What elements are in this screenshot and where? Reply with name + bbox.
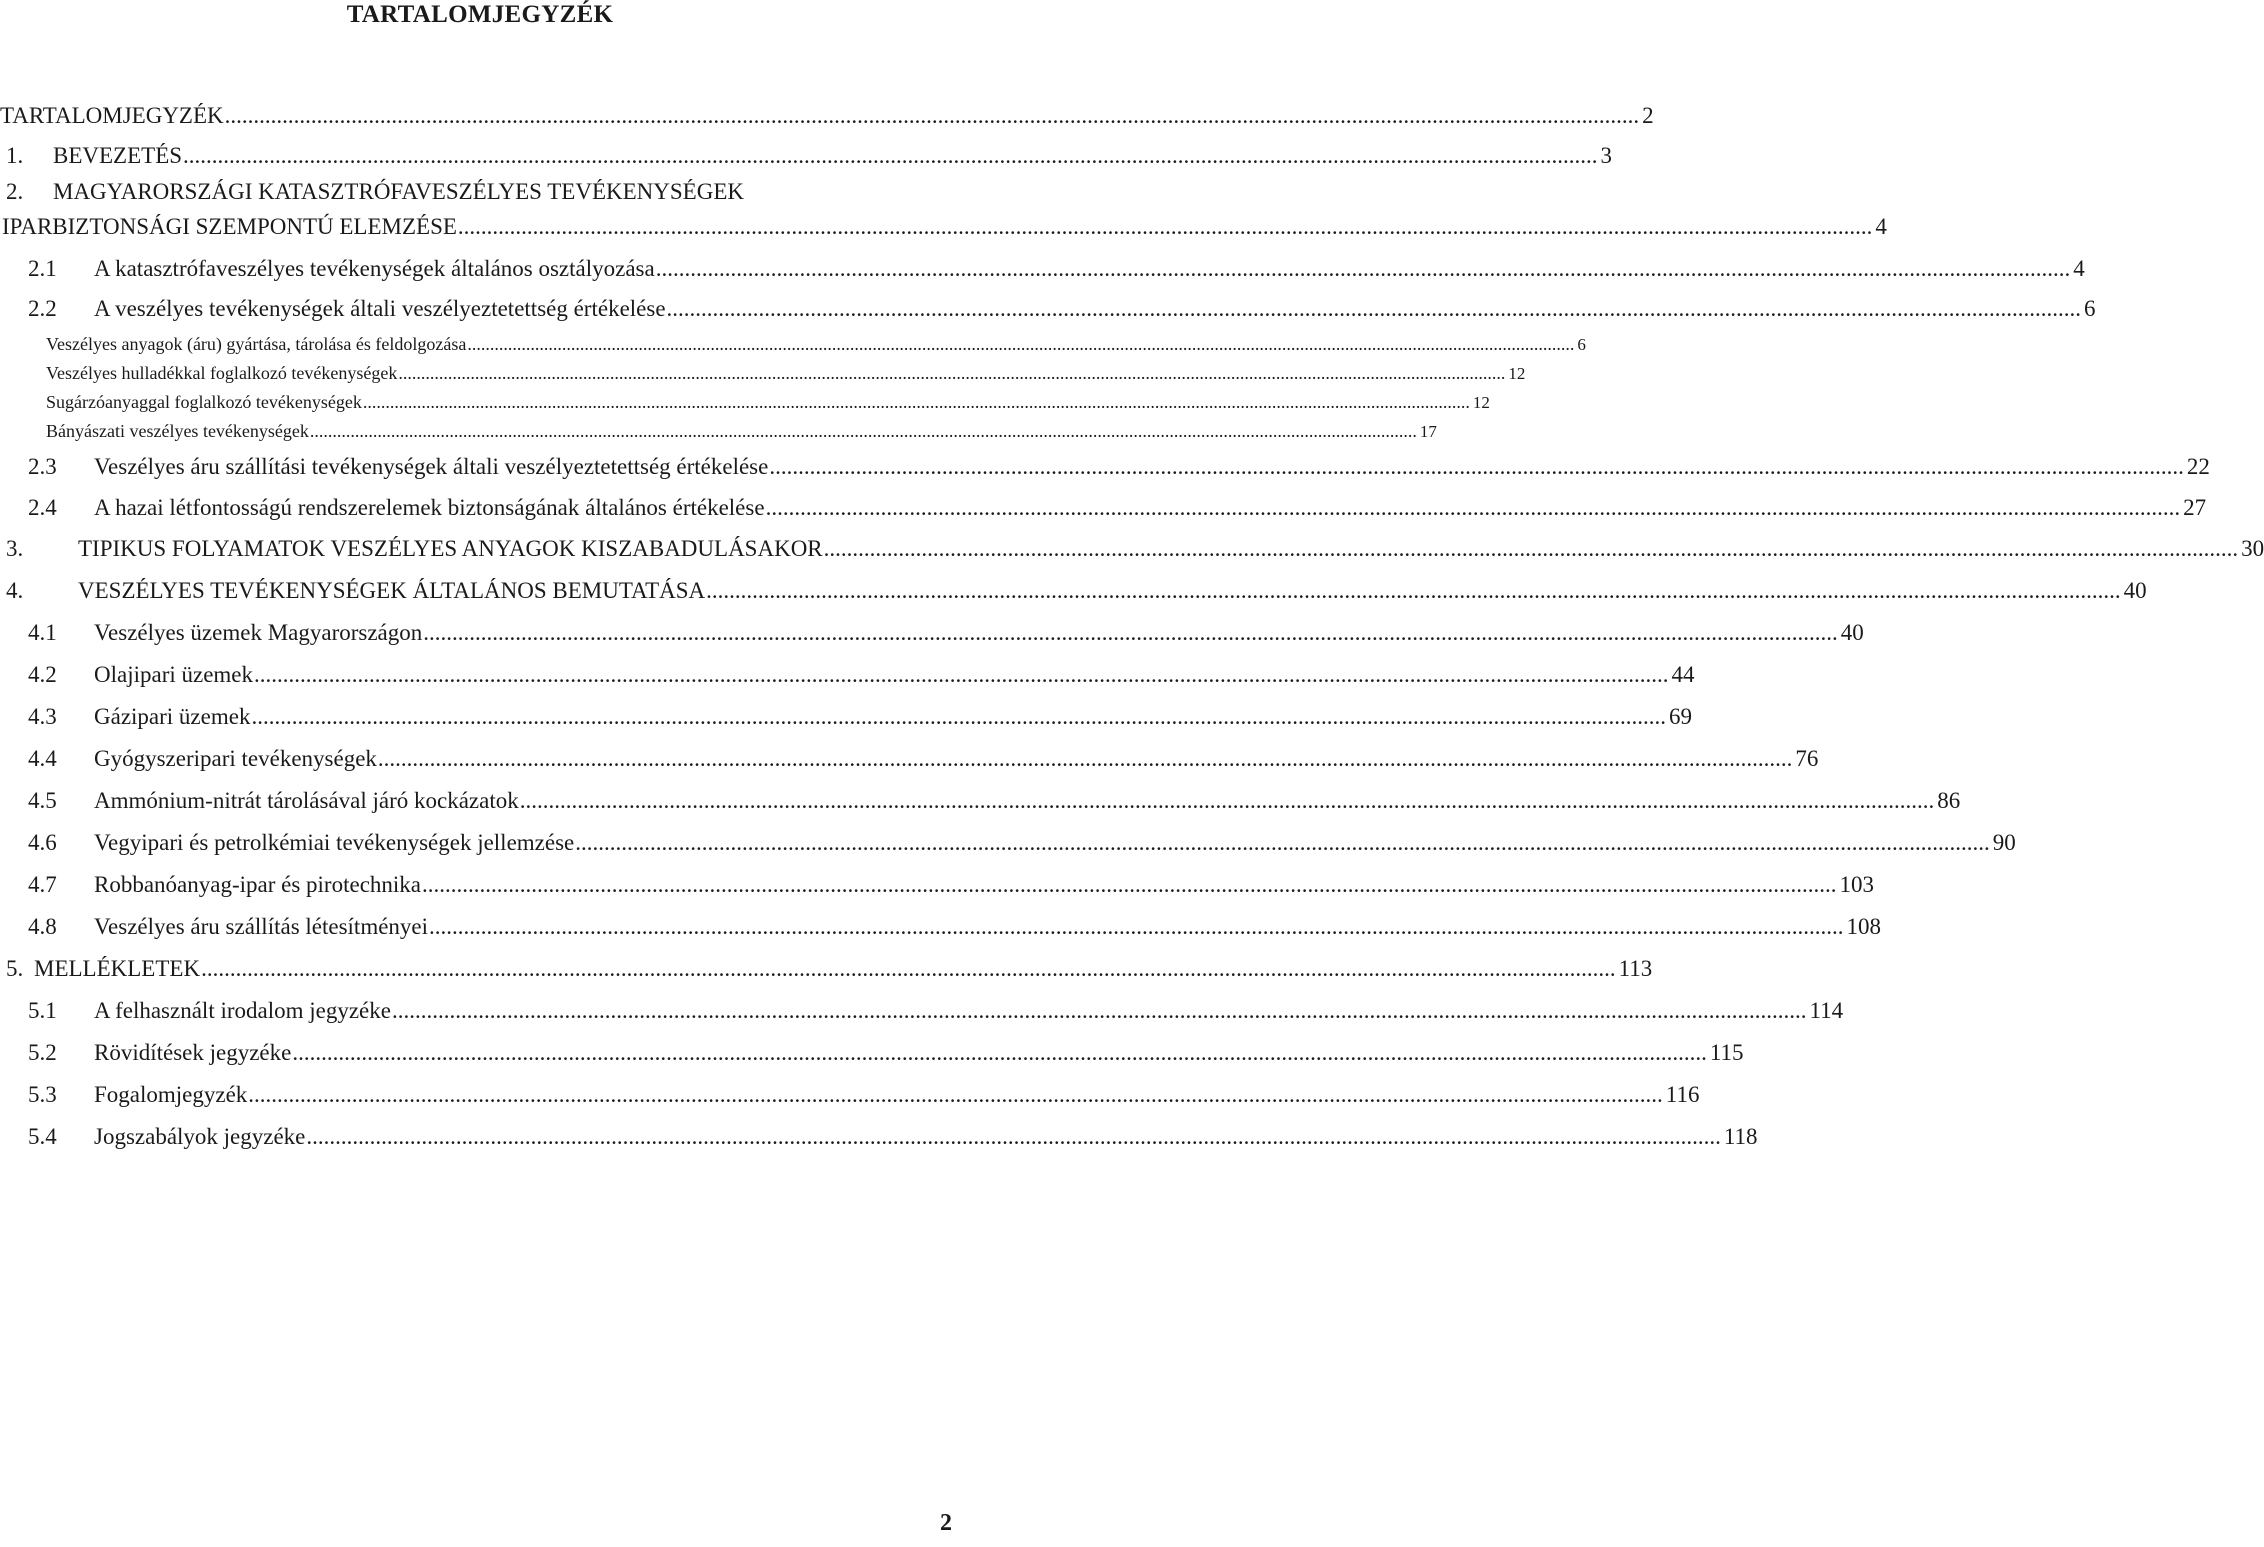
toc-entry-number: 4.5 (28, 787, 57, 813)
toc-entry[interactable] (0, 864, 1874, 906)
toc-entry-number: 4.4 (28, 745, 57, 771)
table-of-contents (0, 95, 2264, 1158)
toc-entry-page: 4 (2073, 255, 2085, 281)
dot-leader (766, 487, 2181, 528)
toc-entry-title: VESZÉLYES TEVÉKENYSÉGEK ÁLTALÁNOS BEMUTATÁSA (78, 577, 706, 603)
toc-entry-number: 1. (6, 142, 24, 168)
dot-leader (706, 570, 2121, 612)
toc-entry-title: Sugárzóanyaggal foglalkozó tevékenységek (46, 391, 362, 412)
dot-leader (429, 906, 1844, 948)
toc-entry-title: A veszélyes tevékenységek általi veszélyeztetettség értékelése (94, 295, 666, 321)
toc-entry-title: A katasztrófaveszélyes tevékenységek általános osztályozása (94, 255, 655, 281)
dot-leader (310, 417, 1417, 446)
toc-entry-title: Bányászati veszélyes tevékenységek (46, 420, 309, 441)
toc-entry-page: 6 (2084, 295, 2096, 321)
toc-entry[interactable] (0, 174, 1887, 248)
toc-entry[interactable] (0, 487, 2207, 528)
dot-leader (248, 1074, 1663, 1116)
toc-entry[interactable] (0, 738, 1819, 780)
toc-entry-title: MAGYARORSZÁGI KATASZTRÓFAVESZÉLYES TEVÉKENYSÉGEK (53, 178, 744, 204)
toc-entry[interactable] (0, 696, 1692, 738)
dot-leader (225, 95, 1640, 137)
toc-entry-title: TARTALOMJEGYZÉK (0, 103, 224, 128)
dot-leader (422, 864, 1837, 906)
toc-entry[interactable] (0, 1074, 1700, 1116)
dot-leader (398, 359, 1505, 388)
toc-entry-number: 2.3 (28, 453, 57, 479)
toc-entry-page: 103 (1839, 871, 1874, 897)
toc-entry-number: 4. (6, 577, 24, 603)
dot-leader (363, 388, 1470, 417)
toc-entry-page: 116 (1665, 1081, 1700, 1107)
toc-entry[interactable] (0, 359, 1526, 388)
toc-entry-page: 3 (1600, 142, 1613, 168)
toc-entry-title: Veszélyes áru szállítás létesítményei (94, 913, 429, 939)
toc-entry-title: Robbanóanyag-ipar és pirotechnika (94, 871, 421, 897)
toc-entry-title: Jogszabályok jegyzéke (94, 1123, 306, 1149)
toc-entry-number: 2.1 (28, 255, 57, 281)
dot-leader (254, 654, 1669, 696)
toc-entry-title: Gyógyszeripari tevékenységek (94, 745, 377, 771)
toc-entry[interactable] (0, 654, 1695, 696)
toc-entry-title: Veszélyes hulladékkal foglalkozó tevékenységek (46, 362, 398, 383)
toc-entry-page: 114 (1809, 997, 1844, 1023)
toc-entry-number: 4.1 (28, 619, 57, 645)
dot-leader (656, 248, 2071, 289)
toc-entry-title: A hazai létfontosságú rendszerelemek biztonságának általános értékelése (94, 494, 765, 520)
toc-entry-page: 76 (1795, 745, 1819, 771)
toc-entry-title: Rövidítések jegyzéke (94, 1039, 292, 1065)
toc-entry-number: 5.2 (28, 1039, 57, 1065)
toc-entry-title: Veszélyes áru szállítási tevékenységek általi veszélyeztetettség értékelése (94, 453, 769, 479)
dot-leader (392, 990, 1807, 1032)
toc-entry-page: 27 (2183, 494, 2207, 520)
toc-entry-number: 3. (6, 535, 24, 561)
toc-entry[interactable] (0, 528, 2264, 570)
toc-entry-title: Fogalomjegyzék (94, 1081, 248, 1107)
toc-entry-title: BEVEZETÉS (53, 142, 183, 168)
dot-leader (183, 137, 1598, 174)
toc-entry-number: 2.2 (28, 295, 57, 321)
dot-leader (201, 948, 1616, 990)
toc-entry[interactable] (0, 612, 1864, 654)
toc-entry-page: 12 (1508, 363, 1526, 383)
toc-entry-page: 40 (2123, 577, 2147, 603)
toc-entry-page: 118 (1723, 1123, 1758, 1149)
toc-entry-page: 69 (1668, 703, 1692, 729)
toc-entry-page: 44 (1671, 661, 1695, 687)
toc-entry-title: TIPIKUS FOLYAMATOK VESZÉLYES ANYAGOK KISZABADULÁSAKOR (78, 535, 823, 561)
dot-leader (292, 1032, 1707, 1074)
toc-entry-page: 90 (1992, 829, 2016, 855)
toc-entry[interactable] (0, 95, 1654, 137)
toc-entry-number: 5.1 (28, 997, 57, 1023)
toc-entry-number: 4.6 (28, 829, 57, 855)
toc-entry-title: Olajipari üzemek (94, 661, 254, 687)
toc-entry[interactable] (0, 329, 1586, 359)
toc-entry-title-continued: IPARBIZTONSÁGI SZEMPONTÚ ELEMZÉSE (2, 213, 457, 239)
toc-entry-number: 4.2 (28, 661, 57, 687)
toc-entry-number: 2. (6, 178, 24, 204)
toc-entry[interactable] (0, 990, 1844, 1032)
toc-entry-page: 6 (1577, 334, 1586, 354)
toc-entry[interactable] (0, 948, 1653, 990)
dot-leader (467, 329, 1574, 359)
toc-entry[interactable] (0, 417, 1437, 446)
toc-entry[interactable] (0, 1116, 1758, 1158)
toc-entry-title: Gázipari üzemek (94, 703, 251, 729)
toc-entry[interactable] (0, 137, 1613, 174)
toc-entry-title: A felhasznált irodalom jegyzéke (94, 997, 391, 1023)
dot-leader (251, 696, 1666, 738)
toc-entry[interactable] (0, 289, 2096, 329)
dot-leader (520, 780, 1935, 822)
dot-leader (378, 738, 1793, 780)
toc-entry-number: 4.7 (28, 871, 57, 897)
toc-entry[interactable] (0, 822, 2016, 864)
dot-leader (306, 1116, 1721, 1158)
toc-entry-number: 5. (6, 955, 24, 981)
page-title: TARTALOMJEGYZÉK (346, 1, 614, 28)
toc-entry-page: 40 (1840, 619, 1864, 645)
toc-entry-page: 86 (1937, 787, 1961, 813)
toc-entry[interactable] (0, 570, 2147, 612)
dot-leader (667, 289, 2082, 329)
toc-entry-page: 113 (1618, 955, 1653, 981)
toc-entry[interactable] (0, 388, 1490, 417)
toc-entry-number: 5.3 (28, 1081, 57, 1107)
toc-entry[interactable] (0, 248, 2085, 289)
toc-entry-page: 30 (2241, 535, 2264, 561)
toc-entry[interactable] (0, 780, 1961, 822)
dot-leader (575, 822, 1990, 864)
toc-entry-title: Veszélyes üzemek Magyarországon (94, 619, 423, 645)
toc-entry-page: 22 (2186, 453, 2210, 479)
toc-entry-page: 115 (1709, 1039, 1744, 1065)
toc-entry-title: Vegyipari és petrolkémiai tevékenységek jellemzése (94, 829, 575, 855)
toc-entry-page: 108 (1846, 913, 1882, 939)
toc-entry-page: 17 (1419, 421, 1437, 441)
page-number: 2 (940, 1510, 952, 1536)
toc-entry-page: 12 (1472, 392, 1490, 412)
toc-entry-title: MELLÉKLETEK (34, 955, 201, 981)
toc-entry-page: 2 (1642, 103, 1654, 128)
toc-entry-number: 5.4 (28, 1123, 57, 1149)
toc-entry[interactable] (0, 1032, 1744, 1074)
dot-leader (458, 209, 1873, 244)
toc-entry-page: 4 (1875, 213, 1887, 239)
toc-entry-number: 4.3 (28, 703, 57, 729)
dot-leader (423, 612, 1838, 654)
toc-entry-number: 2.4 (28, 494, 57, 520)
toc-entry[interactable] (0, 906, 1882, 948)
toc-entry[interactable] (0, 446, 2210, 487)
toc-entry-title: Veszélyes anyagok (áru) gyártása, tárolása és feldolgozása (46, 333, 467, 354)
toc-entry-number: 4.8 (28, 913, 57, 939)
dot-leader (824, 528, 2239, 570)
toc-entry-title: Ammónium-nitrát tárolásával járó kockázatok (94, 787, 519, 813)
dot-leader (769, 446, 2184, 487)
